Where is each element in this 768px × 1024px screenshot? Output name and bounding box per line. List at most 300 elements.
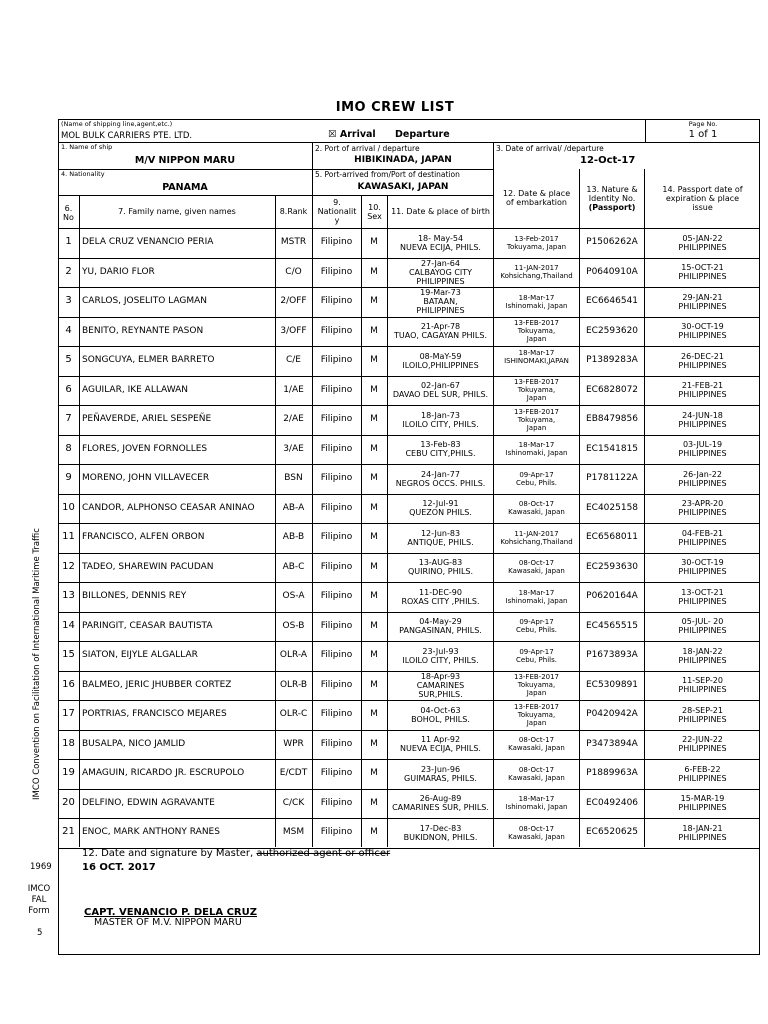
page-no: 1 of 1 — [688, 129, 718, 140]
crew-rank: C/O — [285, 267, 302, 277]
row-divider — [58, 317, 760, 318]
crew-rank: OS-B — [282, 621, 305, 631]
crew-embarkation-line: Japan — [526, 335, 547, 343]
crew-name: YU, DARIO FLOR — [82, 267, 155, 277]
arrival-date: 12-Oct-17 — [580, 155, 636, 166]
crew-name: AGUILAR, IKE ALLAWAN — [82, 385, 189, 395]
crew-sex: M — [370, 267, 378, 277]
crew-embarkation-line: Kohsichang,Thailand — [500, 272, 573, 280]
crew-name: PORTRIAS, FRANCISCO MEJARES — [82, 709, 227, 719]
crew-passport-no: EC5309891 — [585, 680, 639, 690]
crew-passport-expiry-line: 05-JUL- 20 — [681, 617, 724, 626]
crew-passport-expiry — [645, 676, 760, 694]
crew-birth-line: 18- May-54 — [417, 234, 464, 243]
crew-no: 19 — [62, 767, 75, 778]
crew-birth-line: 04-May-29 — [419, 617, 462, 626]
crew-nationality: Filipino — [320, 532, 353, 542]
crew-embarkation — [494, 648, 579, 664]
crew-passport-expiry-line: PHILIPPINES — [678, 243, 727, 252]
crew-rank: MSTR — [280, 237, 307, 247]
crew-embarkation-line: ISHINOMAKI,JAPAN — [504, 357, 569, 365]
crew-embarkation — [494, 319, 579, 343]
col-header-nationality: 9. Nationalit y — [317, 198, 357, 225]
crew-birth-line: GUIMARAS, PHILS. — [404, 774, 477, 783]
crew-nationality: Filipino — [320, 650, 353, 660]
crew-embarkation-line: Tokuyama, — [517, 416, 556, 424]
ship-name: M/V NIPPON MARU — [134, 155, 236, 166]
crew-passport-no: EC2593620 — [585, 326, 639, 336]
crew-passport-expiry-line: PHILIPPINES — [678, 331, 727, 340]
crew-birth — [388, 440, 493, 458]
crew-embarkation — [494, 471, 579, 487]
crew-rank: 3/OFF — [280, 326, 307, 336]
crew-no: 14 — [62, 620, 75, 631]
crew-birth — [388, 706, 493, 724]
crew-passport-expiry-line: PHILIPPINES — [678, 508, 727, 517]
crew-passport-expiry — [645, 735, 760, 753]
crew-rank: OLR-B — [279, 680, 308, 690]
arrival-option — [328, 129, 376, 140]
crew-nationality: Filipino — [320, 326, 353, 336]
crew-passport-expiry — [645, 470, 760, 488]
crew-passport-expiry-line: PHILIPPINES — [678, 656, 727, 665]
crew-birth-line: 23-Jun-96 — [420, 765, 461, 774]
crew-embarkation — [494, 349, 579, 365]
crew-no: 1 — [65, 236, 72, 247]
col-header-embarkation: 12. Date & place of embarkation — [502, 189, 571, 207]
crew-birth — [388, 234, 493, 252]
crew-passport-expiry-line: PHILIPPINES — [678, 567, 727, 576]
crew-name: FRANCISCO, ALFEN ORBON — [82, 532, 205, 542]
crew-embarkation — [494, 673, 579, 697]
crew-birth-line: 23-Jul-93 — [422, 647, 459, 656]
crew-birth-line: 18-Apr-93 — [420, 672, 461, 681]
row-divider — [58, 641, 760, 642]
crew-nationality: Filipino — [320, 473, 353, 483]
crew-passport-expiry — [645, 558, 760, 576]
crew-embarkation-line: Kawasaki, Japan — [508, 744, 565, 752]
column-divider — [361, 195, 362, 847]
crew-sex: M — [370, 326, 378, 336]
crew-name: DELFINO, EDWIN AGRAVANTE — [82, 798, 215, 808]
port-from-label: 5. Port-arrived from/Port of destination — [315, 170, 460, 179]
crew-rank: OS-A — [282, 591, 305, 601]
crew-no: 7 — [65, 413, 72, 424]
row-divider — [58, 730, 760, 731]
crew-passport-expiry-line: PHILIPPINES — [678, 626, 727, 635]
crew-birth-line: ANTIQUE, PHILS. — [407, 538, 474, 547]
crew-sex: M — [370, 444, 378, 454]
crew-passport-expiry-line: 30-OCT-19 — [681, 558, 724, 567]
crew-embarkation-line: Tokuyama, — [517, 327, 556, 335]
row-divider — [58, 464, 760, 465]
crew-birth — [388, 288, 493, 315]
crew-passport-no: P0640910A — [586, 267, 638, 277]
crew-name: ENOC, MARK ANTHONY RANES — [82, 827, 220, 837]
crew-birth — [388, 411, 493, 429]
crew-birth — [388, 735, 493, 753]
crew-nationality: Filipino — [320, 709, 353, 719]
crew-passport-expiry-line: PHILIPPINES — [678, 449, 727, 458]
col-header-birth: 11. Date & place of birth — [391, 207, 490, 216]
crew-passport-expiry-line: 05-JAN-22 — [682, 234, 723, 243]
crew-rank: 2/OFF — [280, 296, 307, 306]
crew-embarkation-line: 18-Mar-17 — [518, 589, 555, 597]
crew-rank: MSM — [282, 827, 305, 837]
crew-no: 8 — [65, 443, 72, 454]
crew-passport-no: EC6828072 — [585, 385, 639, 395]
crew-passport-expiry-line: PHILIPPINES — [678, 715, 727, 724]
crew-birth-line: 17-Dec-83 — [419, 824, 462, 833]
crew-no: 6 — [65, 384, 72, 395]
crew-birth-line: 12-Jul-91 — [422, 499, 459, 508]
crew-birth-line: TUAO, CAGAYAN PHILS. — [394, 331, 487, 340]
crew-passport-expiry — [645, 499, 760, 517]
crew-name: CARLOS, JOSELITO LAGMAN — [82, 296, 208, 306]
crew-birth — [388, 381, 493, 399]
crew-birth — [388, 470, 493, 488]
crew-nationality: Filipino — [320, 798, 353, 808]
crew-embarkation-line: Ishinomaki, Japan — [505, 302, 568, 310]
crew-embarkation — [494, 559, 579, 575]
crew-rank: C/CK — [282, 798, 305, 808]
crew-passport-expiry-line: PHILIPPINES — [678, 361, 727, 370]
crew-sex: M — [370, 473, 378, 483]
crew-rank: 1/AE — [283, 385, 304, 395]
crew-sex: M — [370, 798, 378, 808]
row-divider — [58, 523, 760, 524]
master-name: CAPT. VENANCIO P. DELA CRUZ — [84, 907, 257, 918]
crew-embarkation-line: 09-Apr-17 — [519, 648, 554, 656]
crew-embarkation-line: Japan — [526, 394, 547, 402]
crew-passport-expiry-line: PHILIPPINES — [678, 744, 727, 753]
col-header-passport: 14. Passport date of expiration & place issue — [662, 185, 743, 212]
crew-passport-expiry-line: PHILIPPINES — [678, 774, 727, 783]
crew-birth-line: 13-Feb-83 — [420, 440, 461, 449]
row-divider — [58, 759, 760, 760]
crew-passport-no: EC4565515 — [585, 621, 639, 631]
arrival-checkbox: ☒ — [328, 129, 337, 140]
crew-passport-expiry — [645, 765, 760, 783]
row-divider — [58, 789, 760, 790]
crew-embarkation-line: Cebu, Phils. — [516, 626, 557, 634]
crew-birth-line: NEGROS OCCS. PHILS. — [395, 479, 486, 488]
crew-passport-expiry — [645, 824, 760, 842]
crew-embarkation-line: 13-FEB-2017 — [513, 408, 560, 416]
crew-embarkation — [494, 795, 579, 811]
crew-birth-line: 08-MaY-59 — [419, 352, 462, 361]
crew-embarkation-line: 13-Feb-2017 — [514, 235, 559, 243]
row-divider — [58, 582, 760, 583]
crew-nationality: Filipino — [320, 680, 353, 690]
signature-label-struck: authorized agent or officer — [256, 848, 391, 859]
crew-embarkation — [494, 703, 579, 727]
crew-rank: 3/AE — [283, 444, 304, 454]
crew-rank: E/CDT — [279, 768, 308, 778]
side-convention-text: IMCO Convention on Facilitation of International Maritime Traffic — [32, 528, 42, 800]
port-label: 2. Port of arrival / departure — [315, 144, 420, 153]
crew-passport-no: EC6568011 — [585, 532, 639, 542]
crew-embarkation — [494, 294, 579, 310]
crew-passport-no: P0620164A — [586, 591, 638, 601]
crew-embarkation-line: Kohsichang,Thailand — [500, 538, 573, 546]
row-divider — [58, 346, 760, 347]
crew-passport-expiry-line: 03-JUL-19 — [682, 440, 723, 449]
col-header-sex: 10. Sex — [367, 203, 382, 221]
crew-birth — [388, 499, 493, 517]
master-title: MASTER OF M.V. NIPPON MARU — [94, 917, 242, 928]
departure-label: Departure — [395, 129, 450, 140]
crew-embarkation — [494, 441, 579, 457]
side-form-number: 5 — [37, 928, 43, 938]
crew-passport-expiry — [645, 794, 760, 812]
crew-embarkation-line: 13-FEB-2017 — [513, 319, 560, 327]
crew-birth — [388, 322, 493, 340]
crew-name: MORENO, JOHN VILLAVECER — [82, 473, 210, 483]
column-divider — [275, 195, 276, 847]
crew-nationality: Filipino — [320, 621, 353, 631]
crew-embarkation — [494, 378, 579, 402]
crew-passport-no: EC6646541 — [585, 296, 639, 306]
crew-passport-expiry — [645, 352, 760, 370]
crew-embarkation-line: Kawasaki, Japan — [508, 567, 565, 575]
crew-sex: M — [370, 650, 378, 660]
crew-embarkation-line: 09-Apr-17 — [519, 471, 554, 479]
crew-no: 4 — [65, 325, 72, 336]
crew-nationality: Filipino — [320, 503, 353, 513]
crew-passport-expiry-line: PHILIPPINES — [678, 479, 727, 488]
crew-passport-no: EC0492406 — [585, 798, 639, 808]
crew-passport-expiry-line: PHILIPPINES — [678, 538, 727, 547]
crew-embarkation-line: 13-FEB-2017 — [513, 703, 560, 711]
crew-passport-expiry-line: 28-SEP-21 — [682, 706, 723, 715]
crew-no: 16 — [62, 679, 75, 690]
crew-embarkation-line: Tokuyama, — [517, 386, 556, 394]
crew-passport-expiry-line: 26-Jan-22 — [683, 470, 722, 479]
crew-passport-expiry — [645, 529, 760, 547]
crew-sex: M — [370, 768, 378, 778]
crew-embarkation — [494, 235, 579, 251]
crew-birth-line: PANGASINAN, PHILS. — [399, 626, 482, 635]
column-divider — [312, 195, 313, 847]
crew-rank: OLR-C — [279, 709, 308, 719]
col-header-name: 7. Family name, given names — [118, 207, 236, 216]
crew-name: TADEO, SHAREWIN PACUDAN — [82, 562, 214, 572]
crew-name: BILLONES, DENNIS REY — [82, 591, 187, 601]
crew-embarkation — [494, 736, 579, 752]
crew-embarkation-line: 08-Oct-17 — [518, 766, 555, 774]
crew-passport-expiry-line: 29-JAN-21 — [682, 293, 723, 302]
crew-embarkation-line: 18-Mar-17 — [518, 294, 555, 302]
crew-birth-line: 11-DEC-90 — [419, 588, 462, 597]
row-divider — [58, 435, 760, 436]
crew-passport-expiry — [645, 440, 760, 458]
crew-embarkation-line: Japan — [526, 424, 547, 432]
nationality-label: 4. Nationality — [61, 170, 105, 178]
crew-birth — [388, 558, 493, 576]
crew-name: CANDOR, ALPHONSO CEASAR ANINAO — [82, 503, 255, 513]
hline — [58, 142, 760, 143]
crew-embarkation — [494, 766, 579, 782]
crew-name: BUSALPA, NICO JAMLID — [82, 739, 186, 749]
crew-passport-no: P1389283A — [586, 355, 638, 365]
crew-no: 12 — [62, 561, 75, 572]
crew-birth-line: BOHOL, PHILS. — [411, 715, 470, 724]
signature-label — [82, 848, 390, 859]
row-divider — [58, 612, 760, 613]
crew-no: 10 — [62, 502, 75, 513]
crew-embarkation-line: 11-JAN-2017 — [514, 530, 559, 538]
spacer — [644, 169, 760, 170]
hline — [58, 228, 760, 229]
crew-passport-expiry-line: 22-JUN-22 — [682, 735, 723, 744]
crew-passport-no: P1781122A — [586, 473, 638, 483]
crew-no: 9 — [65, 472, 72, 483]
crew-no: 21 — [62, 826, 75, 837]
crew-no: 2 — [65, 266, 72, 277]
crew-passport-expiry-line: 18-JAN-21 — [682, 824, 723, 833]
crew-embarkation-line: 18-Mar-17 — [518, 441, 555, 449]
crew-passport-expiry-line: PHILIPPINES — [678, 272, 727, 281]
crew-embarkation — [494, 530, 579, 546]
crew-birth-line: ROXAS CITY ,PHILS. — [401, 597, 480, 606]
crew-birth — [388, 672, 493, 699]
crew-embarkation — [494, 825, 579, 841]
crew-passport-expiry — [645, 322, 760, 340]
crew-embarkation-line: Tokuyama, — [517, 711, 556, 719]
crew-passport-expiry-line: 18-JAN-22 — [682, 647, 723, 656]
shipping-line: MOL BULK CARRIERS PTE. LTD. — [61, 131, 193, 141]
col-header-no: 6. No — [63, 204, 74, 222]
crew-birth-line: ILOILO CITY, PHILS. — [402, 420, 479, 429]
arrival-label: Arrival — [339, 129, 376, 140]
crew-embarkation-line: Kawasaki, Japan — [508, 508, 565, 516]
ship-name-label: 1. Name of ship — [61, 143, 113, 151]
crew-birth — [388, 647, 493, 665]
side-year: 1969 — [30, 862, 52, 872]
crew-passport-no: P0420942A — [586, 709, 638, 719]
row-divider — [58, 405, 760, 406]
crew-name: FLORES, JOVEN FORNOLLES — [82, 444, 208, 454]
crew-birth-line: 27-Jan-64 — [421, 259, 460, 268]
crew-no: 11 — [62, 531, 75, 542]
crew-birth-line: NUEVA ECIJA, PHILS. — [400, 744, 481, 753]
crew-passport-expiry-line: 30-OCT-19 — [681, 322, 724, 331]
crew-passport-no: EC4025158 — [585, 503, 639, 513]
crew-passport-expiry-line: PHILIPPINES — [678, 685, 727, 694]
crew-birth — [388, 794, 493, 812]
crew-embarkation-line: Kawasaki, Japan — [508, 774, 565, 782]
crew-passport-no: EC1541815 — [585, 444, 639, 454]
ship-nationality: PANAMA — [162, 182, 208, 193]
crew-passport-expiry — [645, 647, 760, 665]
crew-passport-expiry-line: PHILIPPINES — [678, 833, 727, 842]
date-label: 3. Date of arrival/ /departure — [496, 144, 604, 153]
crew-birth-line: 26-Aug-89 — [419, 794, 462, 803]
crew-birth-line: SUR,PHILS. — [418, 690, 463, 699]
crew-sex: M — [370, 621, 378, 631]
crew-passport-expiry-line: PHILIPPINES — [678, 597, 727, 606]
crew-embarkation-line: 08-Oct-17 — [518, 825, 555, 833]
row-divider — [58, 376, 760, 377]
crew-birth-line: CALBAYOG CITY — [408, 268, 473, 277]
crew-name: SIATON, EIJYLE ALGALLAR — [82, 650, 198, 660]
crew-name: BALMEO, JERIC JHUBBER CORTEZ — [82, 680, 232, 690]
crew-embarkation-line: Japan — [526, 719, 547, 727]
crew-passport-expiry-line: 11-SEP-20 — [682, 676, 723, 685]
crew-nationality: Filipino — [320, 385, 353, 395]
crew-sex: M — [370, 562, 378, 572]
row-divider — [58, 553, 760, 554]
crew-embarkation-line: 08-Oct-17 — [518, 500, 555, 508]
crew-rank: BSN — [284, 473, 303, 483]
crew-nationality: Filipino — [320, 739, 353, 749]
row-divider — [58, 818, 760, 819]
crew-embarkation-line: Ishinomaki, Japan — [505, 597, 568, 605]
crew-embarkation — [494, 408, 579, 432]
crew-no: 13 — [62, 590, 75, 601]
crew-birth — [388, 765, 493, 783]
crew-no: 15 — [62, 649, 75, 660]
crew-embarkation-line: Tokuyama, — [517, 681, 556, 689]
page-no-label: Page No. — [688, 120, 718, 128]
crew-birth-line: CAMARINES SUR, PHILS. — [392, 803, 489, 812]
crew-passport-expiry-line: 04-FEB-21 — [681, 529, 724, 538]
crew-rank: 2/AE — [283, 414, 304, 424]
crew-embarkation-line: 08-Oct-17 — [518, 736, 555, 744]
crew-birth-line: DAVAO DEL SUR, PHILS. — [392, 390, 489, 399]
crew-birth-line: CEBU CITY,PHILS. — [405, 449, 476, 458]
crew-passport-expiry — [645, 293, 760, 311]
crew-embarkation-line: 08-Oct-17 — [518, 559, 555, 567]
crew-passport-no: EB8479856 — [586, 414, 638, 424]
crew-sex: M — [370, 739, 378, 749]
crew-rank: C/E — [285, 355, 301, 365]
crew-embarkation-line: 18-Mar-17 — [518, 349, 555, 357]
crew-no: 20 — [62, 797, 75, 808]
crew-birth-line: PHILIPPINES — [416, 306, 465, 315]
crew-passport-expiry-line: PHILIPPINES — [678, 803, 727, 812]
crew-no: 3 — [65, 295, 72, 306]
crew-sex: M — [370, 296, 378, 306]
crew-passport-expiry-line: 15-OCT-21 — [681, 263, 724, 272]
crew-passport-expiry — [645, 263, 760, 281]
crew-embarkation — [494, 618, 579, 634]
crew-embarkation-line: Japan — [526, 689, 547, 697]
crew-passport-expiry-line: 24-JUN-18 — [682, 411, 723, 420]
crew-birth-line: 02-Jan-67 — [421, 381, 460, 390]
crew-birth-line: BUKIDNON, PHILS. — [403, 833, 478, 842]
crew-embarkation-line: Cebu, Phils. — [516, 656, 557, 664]
crew-passport-expiry-line: 26-DEC-21 — [681, 352, 724, 361]
crew-nationality: Filipino — [320, 827, 353, 837]
crew-passport-expiry-line: 21-FEB-21 — [681, 381, 724, 390]
crew-embarkation-line: Ishinomaki, Japan — [505, 803, 568, 811]
crew-nationality: Filipino — [320, 444, 353, 454]
crew-passport-expiry — [645, 411, 760, 429]
crew-sex: M — [370, 503, 378, 513]
crew-nationality: Filipino — [320, 296, 353, 306]
crew-passport-no: EC6520625 — [585, 827, 639, 837]
crew-sex: M — [370, 385, 378, 395]
crew-name: AMAGUIN, RICARDO JR. ESCRUPOLO — [82, 768, 245, 778]
row-divider — [58, 700, 760, 701]
crew-sex: M — [370, 591, 378, 601]
crew-passport-expiry — [645, 617, 760, 635]
crew-rank: WPR — [283, 739, 304, 749]
crew-embarkation-line: 09-Apr-17 — [519, 618, 554, 626]
crew-birth-line: NUEVA ECIJA, PHILS. — [400, 243, 481, 252]
